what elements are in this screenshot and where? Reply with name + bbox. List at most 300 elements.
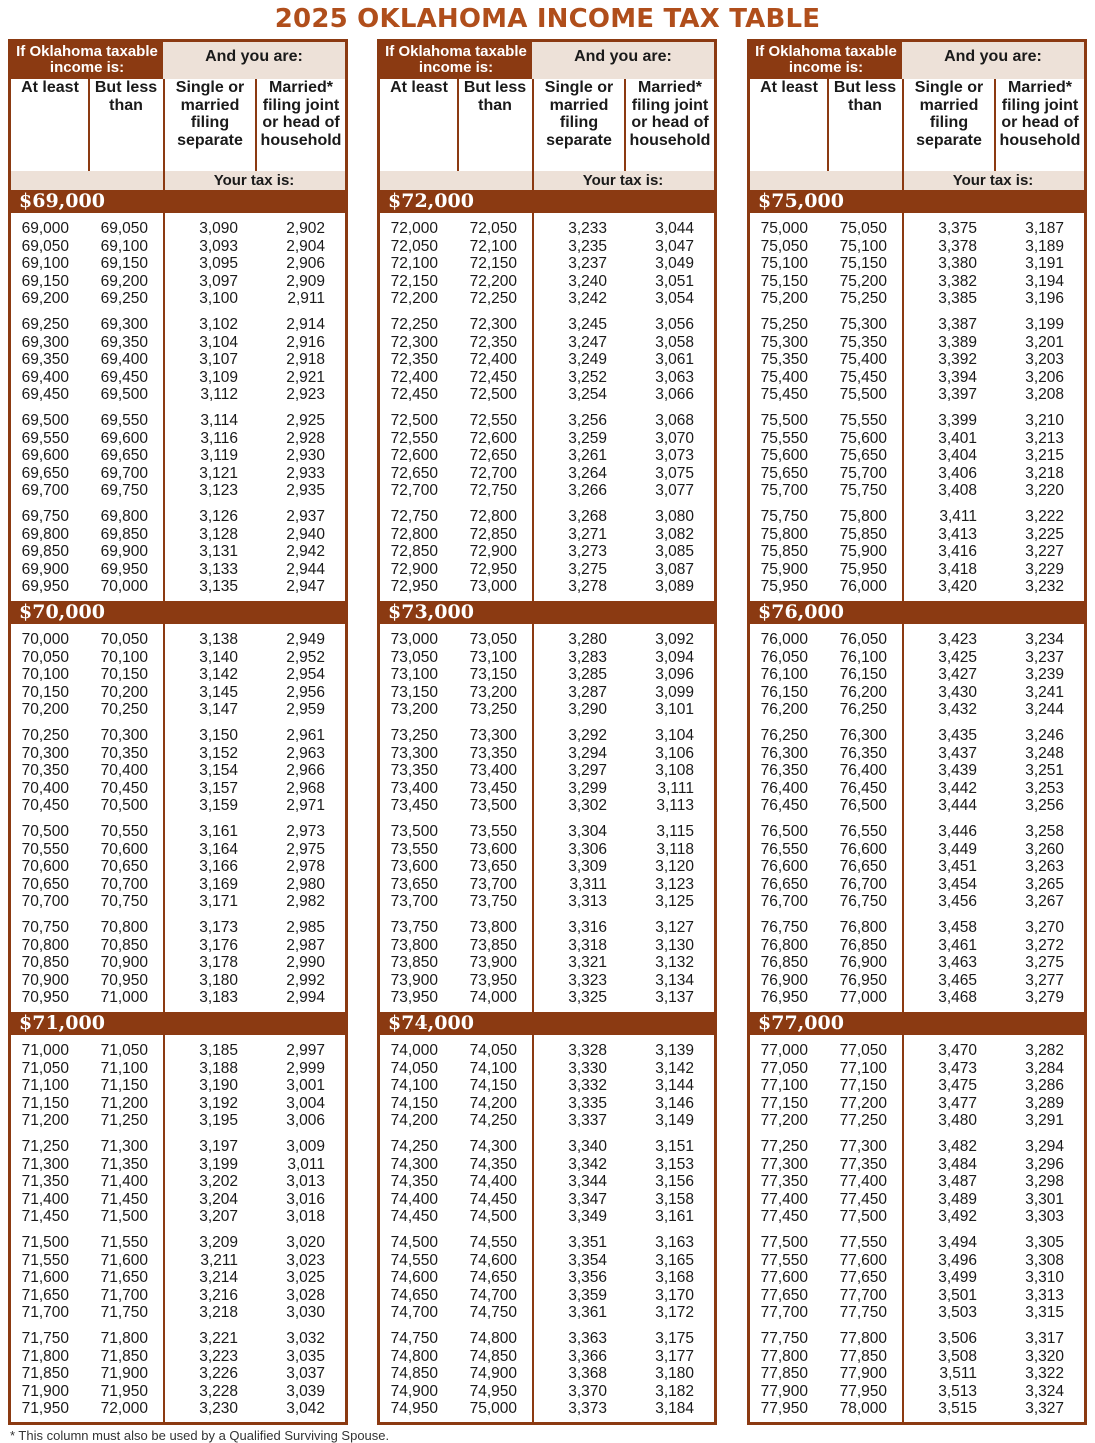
at-least-cell: 77,800 [760,1347,808,1365]
at-least-cell: 76,200 [760,701,808,718]
at-least-cell: 69,800 [21,525,69,543]
single-tax-cell: 3,380 [938,255,977,272]
married-tax-cell: 3,210 [1025,412,1064,429]
married-tax-cell: 2,954 [286,666,325,683]
but-less-than-cell: 73,950 [469,971,517,989]
married-tax-cell: 2,909 [286,272,325,290]
at-least-cell: 71,100 [21,1077,69,1094]
married-tax-cell: 2,956 [286,683,325,701]
table-row [750,561,1084,579]
at-least-cell: 71,750 [21,1330,69,1347]
but-less-than-cell: 76,000 [839,578,887,595]
married-tax-cell: 3,184 [655,1400,694,1417]
table-row [11,1060,345,1078]
single-tax-cell: 3,280 [568,631,607,648]
at-least-cell: 73,050 [390,648,438,666]
married-tax-cell: 3,018 [286,1208,325,1225]
table-row [11,876,345,894]
single-tax-cell: 3,245 [568,316,607,333]
single-tax-cell: 3,114 [200,412,238,429]
married-tax-cell: 3,298 [1025,1173,1064,1190]
table-row [380,386,714,404]
at-least-cell: 77,700 [760,1304,808,1321]
at-least-cell: 73,600 [390,858,438,875]
header-spacer [11,171,163,190]
single-tax-cell: 3,209 [199,1234,238,1251]
married-tax-cell: 2,906 [286,255,325,272]
single-tax-cell: 3,451 [938,858,977,875]
but-less-than-cell: 77,750 [839,1304,887,1321]
single-tax-cell: 3,183 [199,989,238,1006]
table-row [11,290,345,308]
table-row [11,841,345,859]
married-tax-cell: 2,987 [286,936,325,954]
single-tax-cell: 3,145 [199,683,238,701]
at-least-header: At least [21,79,79,96]
single-tax-cell: 3,473 [938,1059,977,1077]
single-tax-cell: 3,133 [199,560,238,578]
at-least-cell: 73,000 [390,631,438,648]
but-less-than-cell: 76,850 [839,936,887,954]
single-tax-cell: 3,252 [568,368,607,386]
married-tax-cell: 2,992 [286,971,325,989]
at-least-cell: 73,650 [390,875,438,893]
married-tax-cell: 2,975 [286,840,325,858]
at-least-cell: 74,100 [390,1077,438,1094]
at-least-cell: 74,050 [390,1059,438,1077]
your-tax-header: Your tax is: [163,171,345,190]
but-less-than-cell: 73,200 [469,683,517,701]
at-least-cell: 75,750 [760,508,808,525]
but-less-than-cell: 73,150 [469,666,517,683]
table-row [750,701,1084,719]
at-least-cell: 69,650 [21,464,69,482]
but-less-than-cell: 73,750 [469,893,517,910]
table-row [750,876,1084,894]
but-less-than-cell: 69,950 [100,560,148,578]
married-tax-cell: 2,997 [286,1042,325,1059]
status-header: And you are: [532,42,714,79]
at-least-cell: 76,050 [760,648,808,666]
single-tax-cell: 3,503 [938,1304,977,1321]
at-least-cell: 74,700 [390,1304,438,1321]
table-row [380,369,714,387]
band-label: $74,000 [388,1012,474,1034]
table-row [380,273,714,291]
single-tax-cell: 3,475 [938,1077,977,1094]
table-row [11,1252,345,1270]
table-row [750,684,1084,702]
at-least-cell: 70,850 [21,954,69,971]
married-tax-cell: 3,222 [1025,508,1064,525]
but-less-than-cell: 73,000 [469,578,517,595]
at-least-cell: 70,200 [21,701,69,718]
at-least-cell: 70,700 [21,893,69,910]
but-less-than-cell: 72,700 [469,464,517,482]
single-tax-cell: 3,323 [568,971,607,989]
married-tax-cell: 3,201 [1025,333,1064,351]
at-least-cell: 73,700 [390,893,438,910]
married-tax-cell: 3,158 [655,1190,694,1208]
income-band-header [750,1012,1084,1035]
table-row [11,255,345,273]
at-least-cell: 77,300 [760,1155,808,1173]
married-tax-cell: 2,930 [286,447,325,464]
at-least-cell: 76,100 [760,666,808,683]
but-less-than-cell: 75,550 [839,412,887,429]
table-row [750,1191,1084,1209]
at-least-cell: 72,850 [390,543,438,560]
column-divider [255,79,257,171]
at-least-cell: 74,450 [390,1208,438,1225]
your-tax-header: Your tax is: [532,171,714,190]
table-row [11,273,345,291]
but-less-than-cell: 75,250 [839,290,887,307]
table-row [380,1156,714,1174]
at-least-cell: 77,750 [760,1330,808,1347]
single-tax-cell: 3,404 [938,447,977,464]
at-least-cell: 76,350 [760,762,808,779]
married-tax-cell: 3,270 [1025,919,1064,936]
but-less-than-cell: 77,650 [839,1269,887,1286]
table-row [750,543,1084,561]
at-least-cell: 72,300 [390,333,438,351]
married-tax-cell: 3,239 [1025,666,1064,683]
married-tax-cell: 3,241 [1025,683,1064,701]
married-tax-cell: 2,982 [286,893,325,910]
at-least-cell: 71,850 [21,1365,69,1382]
single-tax-cell: 3,385 [938,290,977,307]
single-tax-cell: 3,366 [568,1347,607,1365]
married-tax-cell: 3,313 [1025,1286,1064,1304]
married-tax-cell: 3,068 [655,412,694,429]
married-tax-cell: 3,035 [286,1347,325,1365]
but-less-than-cell: 75,050 [839,220,887,237]
single-tax-cell: 3,297 [568,762,607,779]
married-tax-cell: 3,301 [1025,1190,1064,1208]
married-tax-cell: 3,016 [286,1190,325,1208]
single-tax-cell: 3,349 [568,1208,607,1225]
but-less-than-cell: 76,900 [839,954,887,971]
but-less-than-cell: 70,500 [100,797,148,814]
at-least-cell: 72,250 [390,316,438,333]
but-less-than-cell: 77,950 [839,1382,887,1400]
single-tax-cell: 3,375 [938,220,977,237]
table-row [11,1304,345,1322]
table-row [750,412,1084,430]
married-tax-cell: 3,056 [655,316,694,333]
single-tax-cell: 3,138 [199,631,238,648]
at-least-cell: 73,400 [390,779,438,797]
at-least-cell: 73,850 [390,954,438,971]
table-panel [377,39,717,1425]
at-least-cell: 72,000 [390,220,438,237]
but-less-than-cell: 77,500 [839,1208,887,1225]
married-tax-cell: 3,137 [655,989,694,1006]
married-tax-cell: 3,075 [655,464,694,482]
single-tax-cell: 3,254 [568,386,607,403]
at-least-cell: 74,500 [390,1234,438,1251]
table-row [380,1252,714,1270]
married-tax-cell: 3,037 [286,1365,325,1382]
married-tax-cell: 2,961 [286,727,325,744]
single-tax-cell: 3,180 [199,971,238,989]
single-tax-cell: 3,249 [568,351,607,368]
but-less-than-cell: 75,900 [839,543,887,560]
married-tax-cell: 2,994 [286,989,325,1006]
but-less-than-cell: 76,200 [839,683,887,701]
married-tax-cell: 3,144 [655,1077,694,1094]
single-tax-cell: 3,112 [200,386,238,403]
but-less-than-cell: 70,100 [100,648,148,666]
but-less-than-cell: 72,500 [469,386,517,403]
single-tax-cell: 3,202 [199,1173,238,1190]
single-tax-cell: 3,470 [938,1042,977,1059]
married-tax-cell: 2,918 [286,351,325,368]
but-less-than-cell: 71,750 [100,1304,148,1321]
single-tax-cell: 3,309 [568,858,607,875]
married-tax-cell: 3,146 [655,1094,694,1112]
income-band-header [380,1012,714,1035]
single-tax-cell: 3,287 [568,683,607,701]
at-least-cell: 77,400 [760,1190,808,1208]
married-tax-cell: 3,324 [1025,1382,1064,1400]
at-least-cell: 69,500 [21,412,69,429]
single-tax-cell: 3,397 [938,386,977,403]
but-less-than-cell: 74,950 [469,1382,517,1400]
at-least-cell: 69,000 [21,220,69,237]
table-row [11,1234,345,1252]
but-less-than-cell: 71,300 [100,1138,148,1155]
but-less-than-cell: 72,250 [469,290,517,307]
married-tax-cell: 3,063 [655,368,694,386]
married-tax-cell: 2,916 [286,333,325,351]
but-less-than-cell: 76,750 [839,893,887,910]
but-less-than-cell: 70,700 [100,875,148,893]
married-tax-cell: 3,101 [655,701,694,718]
table-row [380,745,714,763]
married-tax-cell: 3,168 [655,1269,694,1286]
table-row [380,238,714,256]
married-tax-cell: 3,251 [1025,762,1064,779]
at-least-cell: 72,350 [390,351,438,368]
at-least-cell: 69,200 [21,290,69,307]
but-less-than-cell: 76,700 [839,875,887,893]
single-tax-cell: 3,480 [938,1112,977,1129]
table-row [380,561,714,579]
single-tax-cell: 3,090 [199,220,238,237]
single-tax-cell: 3,458 [938,919,977,936]
at-least-cell: 69,950 [21,578,69,595]
but-less-than-cell: 75,500 [839,386,887,403]
single-tax-cell: 3,439 [938,762,977,779]
but-less-than-cell: 70,750 [100,893,148,910]
married-tax-cell: 3,044 [655,220,694,237]
header-spacer [750,171,902,190]
but-less-than-header: But less than [94,79,158,114]
table-row [11,316,345,334]
married-tax-cell: 2,925 [286,412,325,429]
single-tax-cell: 3,107 [199,351,238,368]
married-tax-cell: 3,049 [655,255,694,272]
at-least-header: At least [760,79,818,96]
table-row [380,954,714,972]
table-row [750,508,1084,526]
but-less-than-cell: 69,650 [100,447,148,464]
married-tax-cell: 3,104 [655,727,694,744]
married-tax-cell: 2,966 [286,762,325,779]
single-tax-cell: 3,157 [199,779,238,797]
table-row [750,727,1084,745]
at-least-cell: 72,950 [390,578,438,595]
at-least-cell: 77,850 [760,1365,808,1382]
income-band-header [11,1012,345,1035]
income-band-header [380,190,714,213]
table-row [380,762,714,780]
at-least-cell: 72,650 [390,464,438,482]
married-tax-cell: 3,163 [655,1234,694,1251]
but-less-than-cell: 70,150 [100,666,148,683]
single-tax-cell: 3,095 [199,255,238,272]
but-less-than-cell: 74,150 [469,1077,517,1094]
single-tax-cell: 3,207 [199,1208,238,1225]
band-label: $77,000 [758,1012,844,1034]
married-tax-cell: 3,023 [286,1251,325,1269]
married-tax-cell: 3,153 [655,1155,694,1173]
at-least-cell: 69,850 [21,543,69,560]
married-header: Married* filing joint or head of household [629,79,711,149]
married-tax-cell: 2,968 [286,779,325,797]
table-row [380,1365,714,1383]
but-less-than-cell: 76,950 [839,971,887,989]
table-row [380,1060,714,1078]
table-row [750,1060,1084,1078]
married-tax-cell: 3,203 [1025,351,1064,368]
at-least-cell: 75,650 [760,464,808,482]
single-tax-cell: 3,496 [938,1251,977,1269]
married-tax-cell: 3,120 [655,858,694,875]
table-row [380,578,714,596]
but-less-than-cell: 76,500 [839,797,887,814]
married-tax-cell: 3,011 [287,1155,325,1173]
at-least-cell: 76,700 [760,893,808,910]
at-least-cell: 75,800 [760,525,808,543]
but-less-than-cell: 73,650 [469,858,517,875]
married-tax-cell: 2,949 [286,631,325,648]
single-tax-cell: 3,392 [938,351,977,368]
single-tax-cell: 3,515 [938,1400,977,1417]
at-least-cell: 75,150 [760,272,808,290]
but-less-than-cell: 69,150 [100,255,148,272]
single-tax-cell: 3,487 [938,1173,977,1190]
single-tax-cell: 3,306 [568,840,607,858]
table-row [380,841,714,859]
at-least-cell: 73,500 [390,823,438,840]
married-tax-cell: 2,928 [286,429,325,447]
at-least-cell: 69,450 [21,386,69,403]
married-tax-cell: 3,232 [1025,578,1064,595]
table-row [380,701,714,719]
married-tax-cell: 3,189 [1025,237,1064,255]
but-less-than-cell: 76,450 [839,779,887,797]
married-tax-cell: 3,263 [1025,858,1064,875]
single-tax-cell: 3,299 [568,779,607,797]
single-header: Single or married filing separate [175,79,245,149]
table-row [380,1234,714,1252]
married-tax-cell: 2,947 [286,578,325,595]
table-row [11,1112,345,1130]
single-tax-cell: 3,330 [568,1059,607,1077]
single-tax-cell: 3,223 [199,1347,238,1365]
at-least-cell: 77,500 [760,1234,808,1251]
single-tax-cell: 3,192 [199,1094,238,1112]
single-tax-cell: 3,444 [938,797,977,814]
married-tax-cell: 3,258 [1025,823,1064,840]
table-row [11,543,345,561]
at-least-cell: 77,350 [760,1173,808,1190]
at-least-cell: 77,600 [760,1269,808,1286]
but-less-than-cell: 72,550 [469,412,517,429]
single-tax-cell: 3,292 [568,727,607,744]
at-least-cell: 69,750 [21,508,69,525]
single-tax-cell: 3,411 [939,508,977,525]
table-row [380,666,714,684]
table-row [750,1304,1084,1322]
married-tax-cell: 3,134 [655,971,694,989]
single-tax-cell: 3,342 [568,1155,607,1173]
single-tax-cell: 3,494 [938,1234,977,1251]
at-least-cell: 70,150 [21,683,69,701]
table-row [380,780,714,798]
single-tax-cell: 3,188 [199,1059,238,1077]
but-less-than-cell: 69,200 [100,272,148,290]
table-row [750,1383,1084,1401]
at-least-cell: 72,150 [390,272,438,290]
income-band-header [11,601,345,624]
single-tax-cell: 3,178 [199,954,238,971]
married-tax-cell: 3,073 [655,447,694,464]
at-least-cell: 75,350 [760,351,808,368]
table-panel [747,39,1087,1425]
at-least-cell: 77,550 [760,1251,808,1269]
table-row [750,220,1084,238]
at-least-cell: 74,850 [390,1365,438,1382]
single-tax-cell: 3,247 [568,333,607,351]
but-less-than-header: But less than [463,79,527,114]
table-row [750,1400,1084,1418]
table-row [11,1287,345,1305]
table-panel [8,39,348,1425]
single-tax-cell: 3,259 [568,429,607,447]
married-tax-cell: 3,284 [1025,1059,1064,1077]
table-row [380,1348,714,1366]
table-row [380,727,714,745]
but-less-than-cell: 71,900 [100,1365,148,1382]
but-less-than-cell: 72,950 [469,560,517,578]
single-tax-cell: 3,123 [199,482,238,499]
married-tax-cell: 3,265 [1025,875,1064,893]
status-header: And you are: [902,42,1084,79]
but-less-than-cell: 70,050 [100,631,148,648]
at-least-cell: 75,450 [760,386,808,403]
single-tax-cell: 3,171 [199,893,238,910]
income-band-header [750,190,1084,213]
single-tax-cell: 3,164 [199,840,238,858]
single-tax-cell: 3,154 [199,762,238,779]
married-tax-cell: 3,001 [286,1077,325,1094]
married-tax-cell: 2,933 [286,464,325,482]
at-least-cell: 69,550 [21,429,69,447]
